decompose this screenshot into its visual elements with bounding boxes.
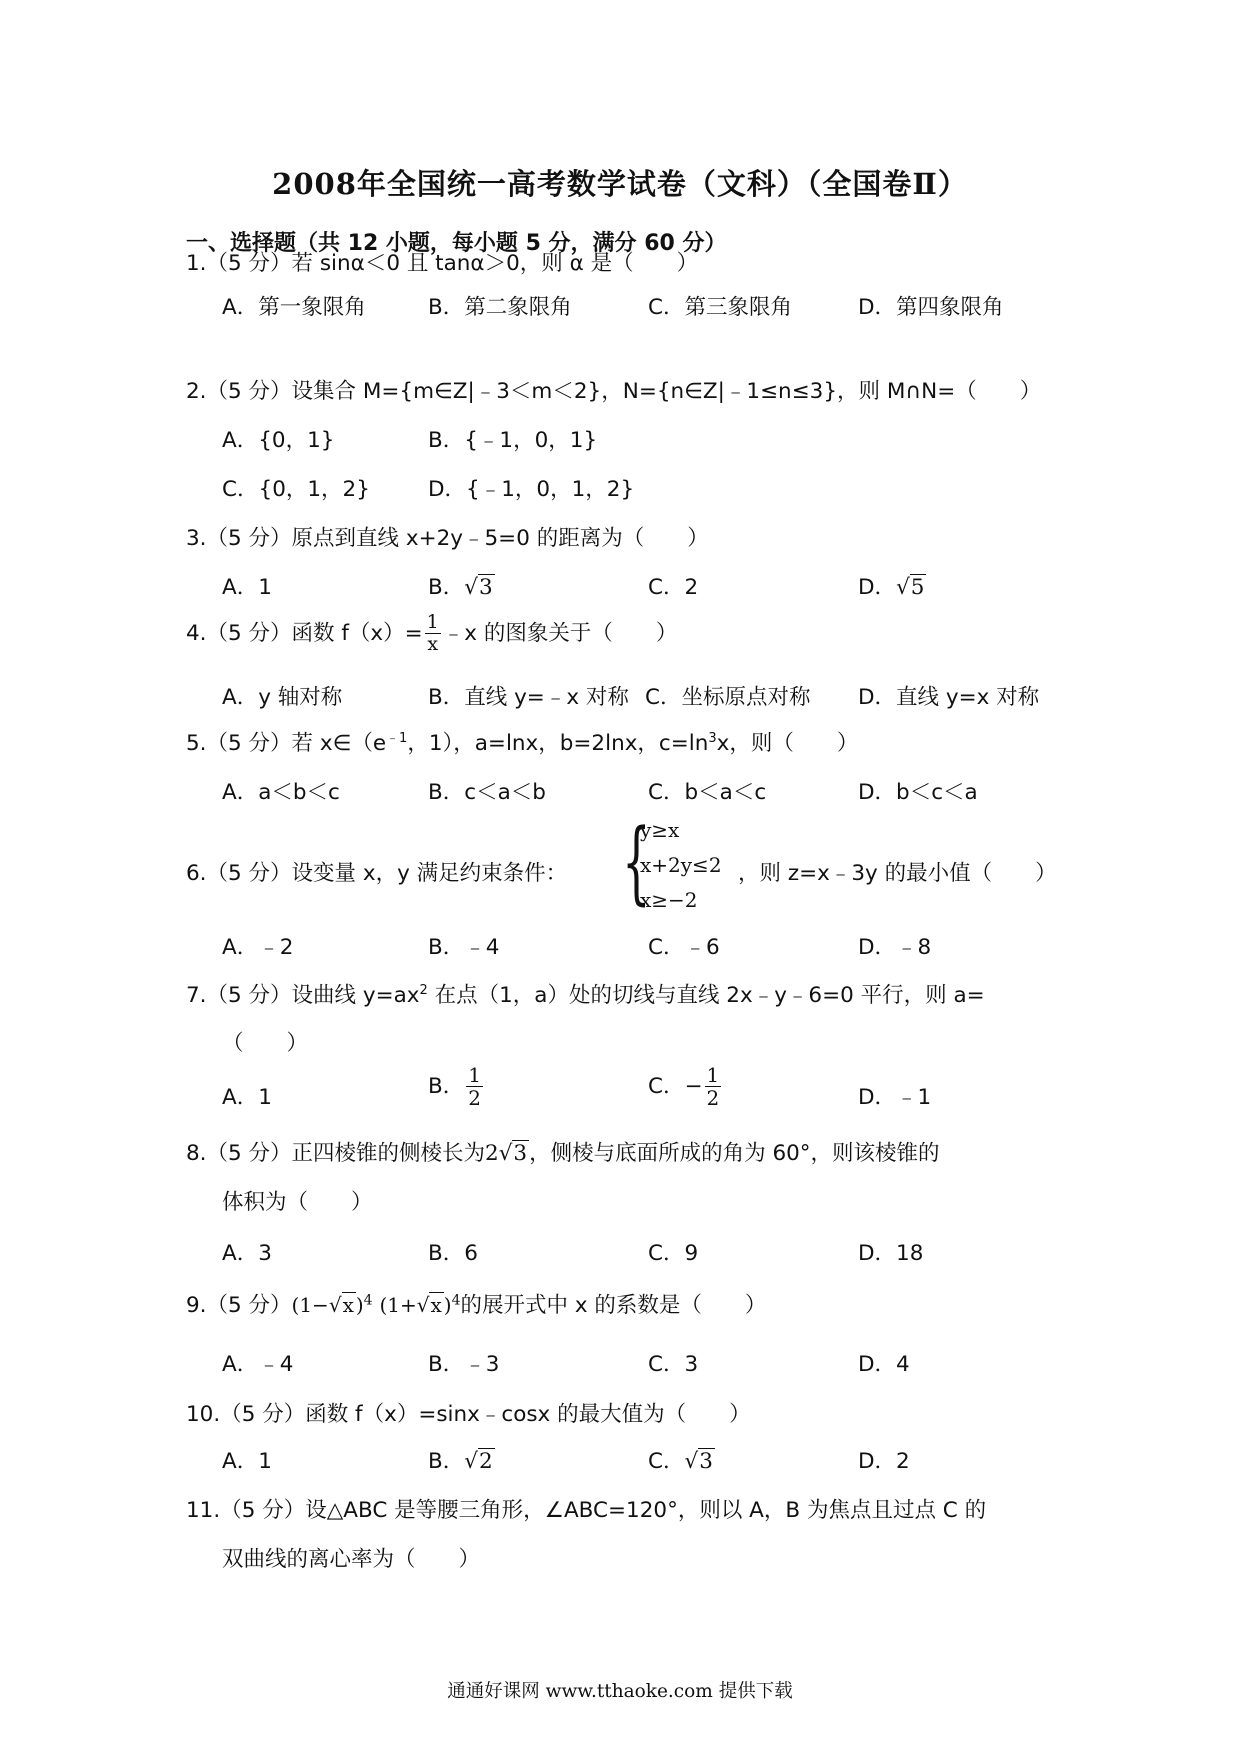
question-8-option-d: D．18 xyxy=(858,1241,924,1266)
stem-text: ﹣x 的图象关于（ ） xyxy=(442,620,678,646)
numerator: 1 xyxy=(426,611,439,633)
square-root: √3 xyxy=(684,1449,713,1474)
minus-sign: − xyxy=(684,1074,703,1099)
question-1-option-b: B．第二象限角 xyxy=(428,295,572,320)
question-6-option-c: C．﹣6 xyxy=(648,935,720,960)
question-5-option-a: A．a＜b＜c xyxy=(222,780,340,805)
footer-credit: 通通好课网 www.tthaoke.com 提供下载 xyxy=(447,1681,793,1702)
constraint-2: x+2y≤2 xyxy=(640,853,722,877)
fraction xyxy=(705,1064,722,1110)
option-label: C． xyxy=(648,1449,685,1474)
exponent: 4 xyxy=(363,1292,373,1309)
question-6-option-a: A．﹣2 xyxy=(222,935,294,960)
radicand: 3 xyxy=(513,1141,528,1166)
expr-text: ) xyxy=(443,1293,452,1317)
fraction xyxy=(466,1064,483,1110)
constraint-1: y≥x xyxy=(640,818,680,842)
denominator: 2 xyxy=(468,1086,481,1110)
question-3-option-b xyxy=(428,570,495,601)
question-2-option-d: D．{﹣1，0，1，2} xyxy=(428,477,635,502)
question-8-stem-continued: 体积为（ ） xyxy=(222,1190,373,1215)
numerator: 1 xyxy=(706,1063,720,1087)
question-3-option-d xyxy=(858,570,926,601)
stem-text: 8.（5 分）正四棱锥的侧棱长为 xyxy=(186,1141,486,1166)
question-5-option-b: B．c＜a＜b xyxy=(428,780,546,805)
constraint-3: x≥−2 xyxy=(640,888,698,912)
stem-text: 在点（1，a）处的切线与直线 2x﹣y﹣6=0 平行，则 a= xyxy=(427,983,985,1008)
stem-text: 5.（5 分）若 x∈（e xyxy=(186,731,387,756)
radicand: 3 xyxy=(699,1449,713,1474)
numerator: 1 xyxy=(468,1063,481,1087)
option-label: B． xyxy=(428,1449,465,1474)
question-10-option-a: A．1 xyxy=(222,1449,272,1474)
question-9-stem xyxy=(186,1288,766,1319)
question-11-stem: 11.（5 分）设△ABC 是等腰三角形，∠ABC=120°，则以 A，B 为焦点且过点 C 的 xyxy=(186,1498,987,1523)
question-9-option-b: B．﹣3 xyxy=(428,1352,500,1377)
question-2-stem: 2.（5 分）设集合 M={m∈Z|﹣3＜m＜2}，N={n∈Z|﹣1≤n≤3}，则 M∩N=（ ） xyxy=(186,379,1042,404)
question-8-option-a: A．3 xyxy=(222,1241,272,1266)
question-8-option-c: C．9 xyxy=(648,1241,699,1266)
stem-text: ，侧棱与底面所成的角为 60°，则该棱锥的 xyxy=(529,1141,940,1166)
question-7-option-d: D．﹣1 xyxy=(858,1085,932,1110)
denominator: x xyxy=(427,632,439,655)
stem-text: 的展开式中 x 的系数是（ ） xyxy=(460,1293,767,1318)
radicand: 5 xyxy=(910,575,925,600)
superscript: 2 xyxy=(419,982,428,998)
option-label: B． xyxy=(428,575,465,600)
question-8-option-b: B．6 xyxy=(428,1241,478,1266)
question-8-stem xyxy=(186,1136,940,1167)
question-5-option-d: D．b＜c＜a xyxy=(858,780,978,805)
option-label: C． xyxy=(648,1074,685,1099)
question-7-option-a: A．1 xyxy=(222,1085,272,1110)
question-3-stem: 3.（5 分）原点到直线 x+2y﹣5=0 的距离为（ ） xyxy=(186,526,709,551)
radicand: 3 xyxy=(478,575,493,600)
question-11-stem-continued: 双曲线的离心率为（ ） xyxy=(222,1547,481,1572)
question-10-option-d: D．2 xyxy=(858,1449,910,1474)
question-4-option-a: A．y 轴对称 xyxy=(222,685,343,710)
question-10-stem: 10.（5 分）函数 f（x）=sinx﹣cosx 的最大值为（ ） xyxy=(186,1402,751,1427)
radicand: x xyxy=(342,1293,354,1317)
question-10-option-b xyxy=(428,1444,495,1475)
question-7-stem-continued: （ ） xyxy=(222,1031,309,1056)
stem-text: x，则（ ） xyxy=(716,731,859,756)
square-root: √3 xyxy=(464,575,493,600)
exponent: 4 xyxy=(451,1292,461,1309)
question-6-stem-a: 6.（5 分）设变量 x，y 满足约束条件： xyxy=(186,861,568,886)
coefficient-root: 2√3 xyxy=(485,1141,528,1166)
brace-icon: { xyxy=(622,810,651,915)
binomial-1: (1−√x )$^4$ xyxy=(291,1292,373,1317)
question-2-option-c: C．{0，1，2} xyxy=(222,477,370,502)
question-7-option-b xyxy=(428,1064,485,1110)
section-heading: 一、选择题（共 12 小题，每小题 5 分，满分 60 分） xyxy=(186,231,727,256)
question-4-option-c: C．坐标原点对称 xyxy=(645,685,811,710)
question-6-stem-b: ，则 z=x﹣3y 的最小值（ ） xyxy=(738,861,1057,886)
question-3-option-a: A．1 xyxy=(222,575,272,600)
question-1-option-c: C．第三象限角 xyxy=(648,295,793,320)
binomial-2: (1+√x )$^4$ xyxy=(379,1292,461,1317)
question-6-option-d: D．﹣8 xyxy=(858,935,932,960)
fraction xyxy=(425,612,441,656)
question-3-option-c: C．2 xyxy=(648,575,699,600)
expr-text: (1+ xyxy=(379,1293,417,1317)
question-1-option-a: A．第一象限角 xyxy=(222,295,366,320)
question-10-option-c xyxy=(648,1444,715,1475)
superscript: 3 xyxy=(708,730,717,746)
question-1-option-d: D．第四象限角 xyxy=(858,295,1004,320)
radicand: x xyxy=(430,1293,442,1317)
radicand: 2 xyxy=(478,1449,493,1474)
question-2-option-a: A．{0，1} xyxy=(222,428,335,453)
question-9-option-a: A．﹣4 xyxy=(222,1352,294,1377)
superscript: ﹣1 xyxy=(386,730,408,746)
question-4-option-d: D．直线 y=x 对称 xyxy=(858,685,1040,710)
question-1-stem: 1.（5 分）若 sinα＜0 且 tanα＞0，则 α 是（ ） xyxy=(186,251,699,276)
coefficient: 2 xyxy=(485,1141,499,1166)
stem-text: 7.（5 分）设曲线 y=ax xyxy=(186,983,420,1008)
option-label: D． xyxy=(858,575,897,600)
stem-text: 4.（5 分）函数 f（x）= xyxy=(186,620,423,646)
question-4-option-b: B．直线 y=﹣x 对称 xyxy=(428,685,629,710)
question-7-stem xyxy=(186,978,985,1009)
stem-text: ，1），a=lnx，b=2lnx，c=ln xyxy=(407,731,709,756)
expr-text: ) xyxy=(355,1293,364,1317)
constraint-system xyxy=(622,810,742,920)
square-root: √5 xyxy=(896,575,925,600)
square-root: √2 xyxy=(464,1449,493,1474)
option-label: B． xyxy=(428,1074,465,1099)
question-5-option-c: C．b＜a＜c xyxy=(648,780,767,805)
stem-text: 9.（5 分） xyxy=(186,1293,292,1318)
denominator: 2 xyxy=(706,1086,720,1110)
question-6-option-b: B．﹣4 xyxy=(428,935,500,960)
question-4-stem xyxy=(186,612,677,656)
question-9-option-c: C．3 xyxy=(648,1352,699,1377)
page-title: 2008年全国统一高考数学试卷（文科）（全国卷Ⅱ） xyxy=(272,167,968,201)
question-7-option-c xyxy=(648,1064,723,1110)
expr-text: (1− xyxy=(291,1293,329,1317)
question-5-stem xyxy=(186,726,858,757)
question-2-option-b: B．{﹣1，0，1} xyxy=(428,428,598,453)
question-9-option-d: D．4 xyxy=(858,1352,910,1377)
